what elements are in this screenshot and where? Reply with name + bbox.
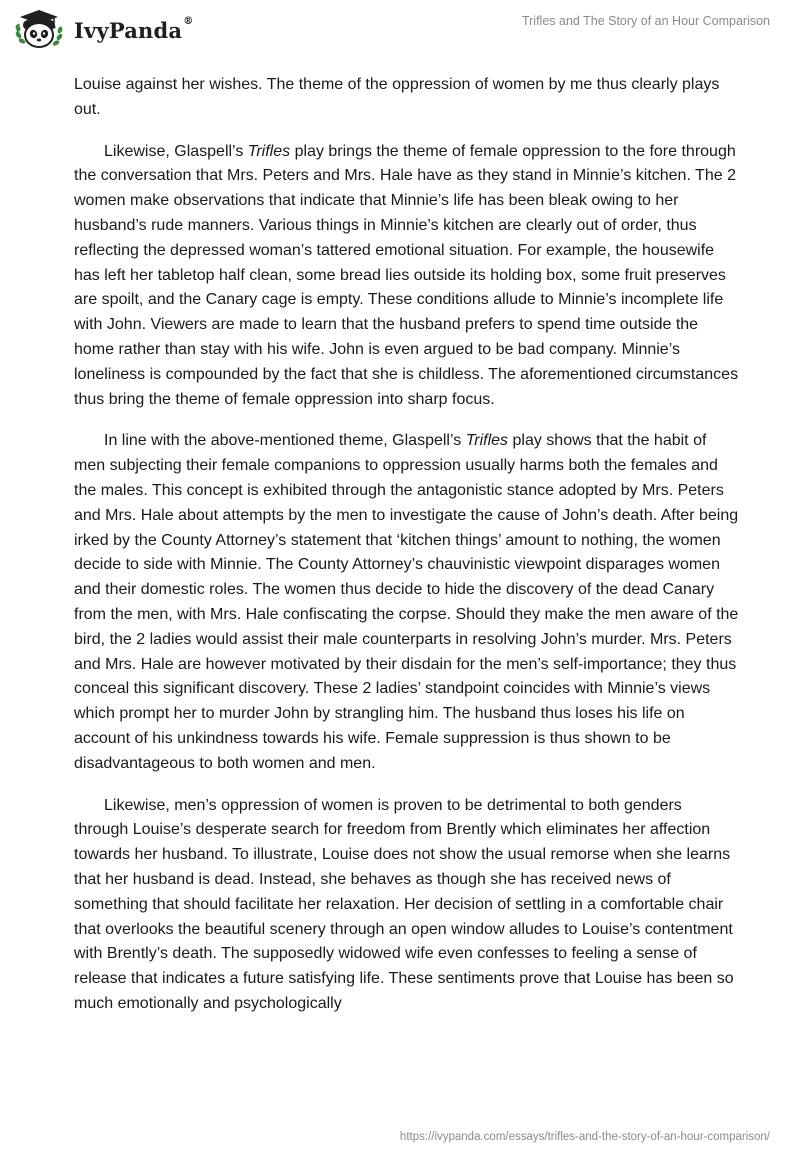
registered-mark: ® <box>183 15 194 27</box>
document-title: Trifles and The Story of an Hour Comparison <box>521 14 770 28</box>
brand-logo[interactable] <box>14 8 193 52</box>
paragraph-3 <box>74 429 739 776</box>
paragraph-3-text-start: In line with the above-mentioned theme, Glaspell’s <box>104 432 466 450</box>
paragraph-2-text-end: play brings the theme of female oppression to the fore through the conversation that Mrs. Peters and Mrs. Hale have as they stand in Minnie’s kitchen. The 2 women make observations that indicate that Minnie’s life has been bleak owing to her husband’s rude manners. Various things in Minnie’s kitchen are clearly out of order, thus reflecting the depressed woman’s tattered emotional situation. For example, the housewife has left her tabletop half clean, some bread lies outside its holding box, some fruit preserves are spoilt, and the Canary cage is empty. These conditions allude to Minnie’s incomplete life with John. Viewers are made to learn that the husband prefers to spend time outside the home rather than stay with his wife. John is even argued to be bad company. Minnie’s loneliness is compounded by the fact that she is childless. The aforementioned circumstances thus bring the theme of female oppression into sharp focus. <box>74 142 739 408</box>
panda-graduate-icon <box>14 8 66 52</box>
essay-body <box>74 73 739 1034</box>
source-url-link[interactable]: https://ivypanda.com/essays/trifles-and-the-story-of-an-hour-comparison/ <box>399 1131 770 1143</box>
paragraph-4: Likewise, men’s oppression of women is proven to be detrimental to both genders through Louise’s desperate search for freedom from Brently which eliminates her affection towards her husband. To illustrate, Louise does not show the usual remorse when she learns that her husband is dead. Instead, she behaves as though she has received news of something that should facilitate her relaxation. Her decision of settling in a comfortable chair that overlooks the beautiful scenery through an open window alludes to Louise’s contentment with Brently’s death. The supposedly widowed wife even confesses to feeling a sense of release that indicates a future satisfying life. These sentiments prove that Louise has been so much emotionally and psychologically <box>74 796 734 1012</box>
paragraph-2 <box>74 140 739 413</box>
paragraph-2-text-start: Likewise, Glaspell’s <box>104 142 248 160</box>
brand-name: IvyPanda® <box>74 15 194 43</box>
play-title-trifles: Trifles <box>465 432 509 450</box>
paragraph-1: Louise against her wishes. The theme of the oppression of women by me thus clearly plays out. <box>74 76 720 118</box>
play-title-trifles: Trifles <box>247 142 291 160</box>
paragraph-3-text-end: play shows that the habit of men subjecting their female companions to oppression usually harms both the females and the males. This concept is exhibited through the antagonistic stance adopted by Mrs. Peters and Mrs. Hale about attempts by the men to investigate the cause of John’s death. After being irked by the County Attorney’s statement that ‘kitchen things’ amount to nothing, the women decide to side with Minnie. The County Attorney’s chauvinistic viewpoint disparages women and their domestic roles. The women thus decide to hide the discovery of the dead Canary from the men, with Mrs. Hale confiscating the corpse. Should they make the men aware of the bird, the 2 ladies would assist their male counterparts in resolving John’s murder. Mrs. Peters and Mrs. Hale are however motivated by their disdain for the men’s self-importance; they thus conceal this significant discovery. These 2 ladies’ standpoint coincides with Minnie’s views which prompt her to murder John by strangling him. The husband thus loses his life on account of his unkindness towards his wife. Female suppression is thus shown to be disadvantageous to both women and men. <box>74 432 739 772</box>
page-header <box>0 0 800 60</box>
